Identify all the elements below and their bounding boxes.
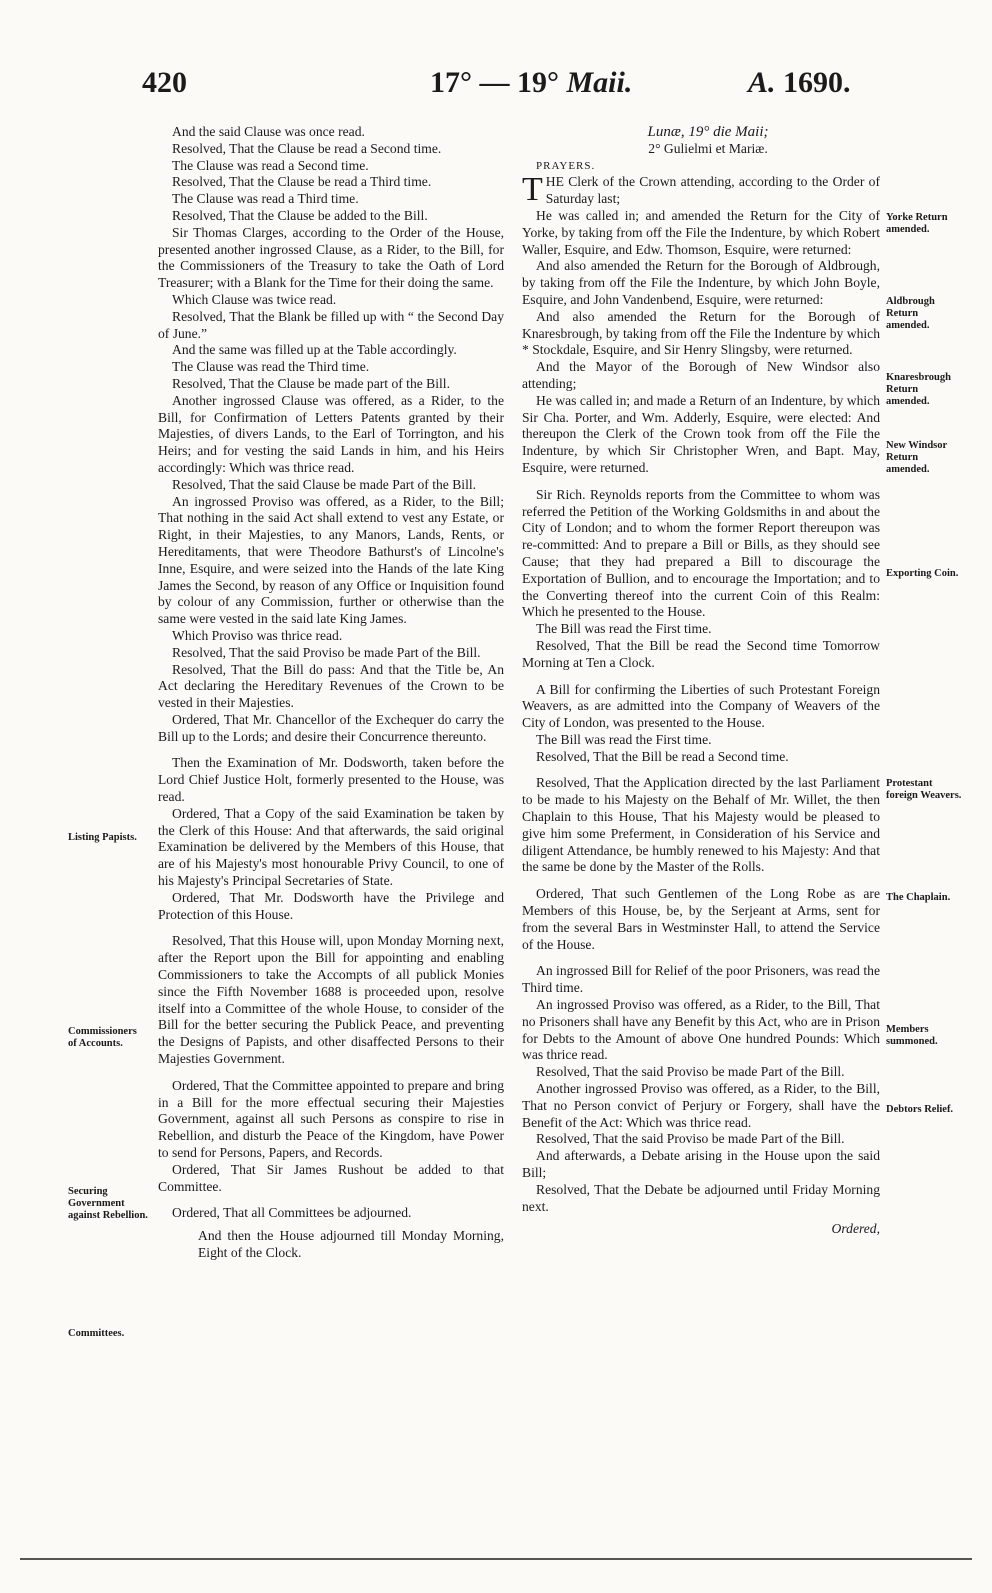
left-paragraph: Sir Thomas Clarges, according to the Order of the House, presented another ingrossed Clause, as a Rider, to the Bill, for the Commissioners of the Treasury to take the Oath of Lord Treasurer; with a Blank for the Time for their doing the same. — [158, 224, 504, 291]
prayers-heading: PRAYERS. — [536, 159, 596, 172]
margin-note-exporting-coin: Exporting Coin. — [886, 568, 959, 579]
left-paragraph: Resolved, That the Clause be read a Third time. — [172, 174, 432, 190]
left-paragraph-adjournment: And then the House adjourned till Monday Morning, Eight of the Clock. — [198, 1228, 504, 1260]
left-paragraph: Resolved, That the said Clause be made Part of the Bill. — [172, 476, 477, 492]
right-paragraph-first — [522, 171, 880, 209]
page-number: 420 — [142, 66, 187, 99]
header-month: Maii. — [566, 66, 633, 99]
left-paragraph: The Clause was read a Second time. — [172, 157, 369, 173]
left-paragraph: Another ingrossed Clause was offered, as a Rider, to the Bill, for Confirmation of Letters Patents granted by their Majesties, of divers Lands, to the Earl of Torrington, and his Heirs; and for vesting the said Lands in him, and his Heirs accordingly: Which was thrice read. — [158, 392, 504, 475]
header-year — [748, 66, 851, 100]
left-paragraph: Which Clause was twice read. — [172, 291, 337, 307]
margin-note-debtors-relief: Debtors Relief. — [886, 1104, 954, 1115]
right-paragraph: A Bill for confirming the Liberties of such Protestant Foreign Weavers, as are admitted into the Company of Weavers of the City of London, was presented to the House. — [522, 681, 880, 731]
header-year-value: 1690. — [783, 66, 851, 99]
left-paragraph: The Clause was read the Third time. — [172, 359, 370, 375]
header-day-range: 17° — 19° — [430, 66, 559, 99]
left-paragraph: Resolved, That the Clause be made part of the Bill. — [172, 375, 450, 391]
left-paragraph: The Clause was read a Third time. — [172, 191, 359, 207]
right-paragraph: Another ingrossed Proviso was offered, as a Rider, to the Bill, That no Person convict of Perjury or Forgery, shall have the Benefit of the Act: Which was thrice read. — [522, 1081, 880, 1130]
right-paragraph: Sir Rich. Reynolds reports from the Committee to whom was referred the Petition of the Working Goldsmiths in and about the City of London; and to whom the former Report thereupon was re-committed: And to prepare a Bill or Bills, as they should see Cause; that they had prepared a Bill to discourage the Exportation of Bullion, and to encourage the Importation; and to the Converting thereof into the current Coin of this Realm: Which he presented to the House. — [522, 486, 880, 620]
left-paragraph: And the said Clause was once read. — [172, 124, 365, 139]
regnal-year: 2° Gulielmi et Mariæ. — [648, 140, 768, 156]
left-paragraph: Ordered, That Sir James Rushout be added to that Committee. — [158, 1161, 504, 1194]
bottom-rule — [20, 1558, 972, 1560]
left-paragraph: Ordered, That Mr. Chancellor of the Exchequer do carry the Bill up to the Lords; and desire their Concurrence thereunto. — [158, 711, 504, 744]
right-paragraph: Resolved, That the Bill be read the Second time Tomorrow Morning at Ten a Clock. — [522, 637, 880, 670]
right-paragraph: Resolved, That the Bill be read a Second time. — [536, 748, 789, 764]
left-column — [158, 124, 504, 1262]
right-paragraph: Resolved, That the said Proviso be made Part of the Bill. — [536, 1131, 845, 1147]
right-paragraph: The Bill was read the First time. — [536, 621, 712, 637]
margin-note-new-windsor-return: New Windsor Return amended. — [886, 440, 947, 475]
right-paragraph: The Bill was read the First time. — [536, 731, 712, 747]
margin-note-committees: Committees. — [68, 1328, 125, 1339]
header-anno: A. — [748, 66, 776, 99]
header-dates — [430, 66, 632, 100]
left-paragraph: Ordered, That the Committee appointed to prepare and bring in a Bill for the more effectual securing their Majesties Government, against all such Persons as conspire to rise in Rebellion, and disturb the Peace of the Kingdom, have Power to send for Persons, Papers, and Records. — [158, 1077, 504, 1161]
left-paragraph: Ordered, That all Committees be adjourned. — [172, 1205, 412, 1221]
margin-note-knaresbrough-return: Knaresbrough Return amended. — [886, 372, 951, 407]
left-paragraph: Which Proviso was thrice read. — [172, 627, 343, 643]
margin-note-protestant-weavers: Protestant foreign Weavers. — [886, 778, 962, 801]
right-paragraph: An ingrossed Bill for Relief of the poor Prisoners, was read the Third time. — [522, 963, 880, 996]
catchword: Ordered, — [831, 1221, 880, 1237]
right-paragraph: And afterwards, a Debate arising in the House upon the said Bill; — [522, 1148, 880, 1181]
right-paragraph: Resolved, That the Application directed by the last Parliament to be made to his Majesty on the Behalf of Mr. Willet, the then Chaplain to this House, That his Majesty would be pleased to give him some Preferment, in Consideration of his Service and diligent Attendance, be humbly renewed to his Majesty: And that the same be done by the Master of the Rolls. — [522, 775, 880, 875]
margin-note-members-summoned: Members summoned. — [886, 1024, 938, 1047]
left-paragraph: Resolved, That the Clause be read a Second time. — [172, 140, 442, 156]
left-paragraph: And the same was filled up at the Table accordingly. — [172, 342, 457, 358]
left-paragraph: Ordered, That Mr. Dodsworth have the Privilege and Protection of this House. — [158, 889, 504, 922]
margin-note-securing-government: Securing Government against Rebellion. — [68, 1186, 148, 1221]
left-paragraph: Ordered, That a Copy of the said Examination be taken by the Clerk of this House: And that afterwards, the said original Examination be delivered by the Members of this House, that are of his Majesty's most honourable Privy Council, to one of his Majesty's Principal Secretaries of State. — [158, 805, 504, 889]
margin-note-listing-papists: Listing Papists. — [68, 832, 137, 843]
right-paragraph: And also amended the Return for the Borough of Knaresbrough, by taking from off the File the Indenture by which * Stockdale, Esquire, and Sir Henry Slingsby, were returned. — [522, 308, 880, 358]
right-paragraph-first-text: HE Clerk of the Crown attending, according to the Order of Saturday last; — [545, 174, 880, 207]
left-paragraph: Resolved, That the Clause be added to the Bill. — [172, 207, 428, 223]
right-paragraph: He was called in; and amended the Return for the City of Yorke, by taking from off the File the Indenture, by which Robert Waller, Esquire, and Edw. Thomson, Esquire, were returned: — [522, 207, 880, 257]
right-paragraph: An ingrossed Proviso was offered, as a Rider, to the Bill, That no Prisoners shall have any Benefit by this Act, who are in Prison for Debts to the Amount of above One hundred Pounds: Which was thrice read. — [522, 997, 880, 1063]
margin-note-commissioners-accounts: Commissioners of Accounts. — [68, 1026, 137, 1049]
drop-cap: T — [522, 171, 543, 209]
page-header — [0, 66, 992, 110]
right-paragraph: And the Mayor of the Borough of New Windsor also attending; — [522, 359, 880, 391]
right-paragraph: Resolved, That the said Proviso be made Part of the Bill. — [536, 1064, 845, 1080]
right-paragraph: And also amended the Return for the Borough of Aldbrough, by taking from off the File the Indenture, by which John Boyle, Esquire, and John Vandenbend, Esquire, were returned: — [522, 258, 880, 307]
margin-note-yorke-return: Yorke Return amended. — [886, 212, 948, 235]
right-paragraph: Resolved, That the Debate be adjourned until Friday Morning next. — [522, 1181, 880, 1214]
right-column — [522, 124, 880, 1238]
left-paragraph: Then the Examination of Mr. Dodsworth, taken before the Lord Chief Justice Holt, formerly presented to the House, was read. — [158, 755, 504, 805]
right-paragraph: Ordered, That such Gentlemen of the Long Robe as are Members of this House, be, by the Serjeant at Arms, sent for from the several Bars in Westminster Hall, to attend the Service of the House. — [522, 886, 880, 952]
left-paragraph: Resolved, That this House will, upon Monday Morning next, after the Report upon the Bill for appointing and enabling Commissioners to take the Accompts of all publick Monies since the Fifth November 1688 is proceeded upon, resolve itself into a Committee of the whole House, to consider of the Bill for the better securing the Publick Peace, and preventing the Designs of Papists, and other disaffected Persons to their Majesties Government. — [158, 933, 504, 1067]
left-paragraph: An ingrossed Proviso was offered, as a Rider, to the Bill; That nothing in the said Act shall extend to vest any Estate, or Right, in their Majesties, to any Manors, Lands, Rents, or Hereditaments, that were Theodore Bathurst's of Lincolne's Inne, Esquire, and were seized into the Hands of the late King James the Second, by reason of any Office or Inquisition found by colour of any Commission, further or otherwise than the same were vested in the said late King James. — [158, 493, 504, 627]
margin-note-chaplain: The Chaplain. — [886, 892, 951, 903]
left-paragraph: Resolved, That the said Proviso be made Part of the Bill. — [172, 644, 481, 660]
right-paragraph: He was called in; and made a Return of an Indenture, by which Sir Cha. Porter, and Wm. Adderly, Esquire, were elected: And thereupon the Clerk of the Crown took from off the File the Indenture, by which Sir Christopher Wren, and Bapt. May, Esquire, were returned. — [522, 392, 880, 475]
left-paragraph: Resolved, That the Blank be filled up with “ the Second Day of June.” — [158, 308, 504, 341]
left-paragraph: Resolved, That the Bill do pass: And that the Title be, An Act declaring the Hereditary Revenues of the Crown to be vested in their Majesties. — [158, 661, 504, 711]
margin-note-aldbrough-return: Aldbrough Return amended. — [886, 296, 935, 331]
day-heading: Lunæ, 19° die Maii; — [647, 124, 769, 140]
